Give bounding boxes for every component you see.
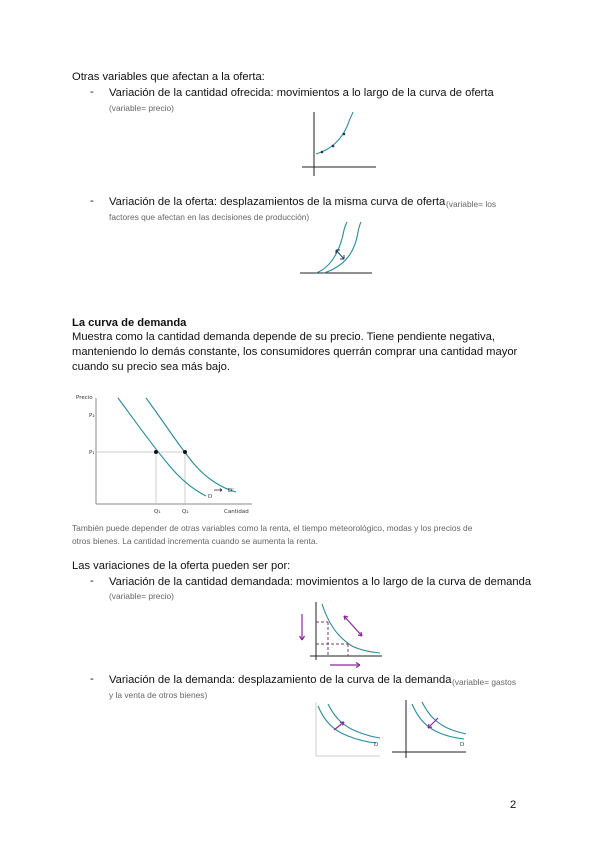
demand-movement-graph [296, 600, 386, 672]
supply-movement-graph [302, 112, 382, 182]
demand-item2-note-a: (variable= gastos [452, 677, 517, 687]
demand-xlabel: Cantidad [224, 509, 249, 515]
supply-item1-note: (variable= precio) [109, 103, 174, 113]
demand-q1-label: Q₁ [154, 509, 161, 515]
demand-caption-line1: También puede depender de otras variables como la renta, el tiempo meteorológico, modas y los precios de [72, 523, 473, 533]
demand-point-q1 [154, 450, 158, 454]
demand-dprime-label: D' [228, 488, 234, 494]
svg-text:D: D [460, 742, 465, 748]
page-number: 2 [510, 799, 517, 811]
demand-p2-label: P₂ [89, 413, 95, 419]
demand-d-label: D [208, 494, 213, 500]
bullet-dash: - [90, 195, 94, 207]
demand-item2-note-b: y la venta de otros bienes) [109, 690, 208, 700]
demand-paragraph-line2: manteniendo lo demás constante, los consumidores querrán comprar una cantidad mayor [72, 346, 518, 358]
bullet-dash: - [90, 86, 94, 98]
demand-variations-intro: Las variaciones de la oferta pueden ser por: [72, 560, 291, 572]
demand-ylabel: Precio [76, 395, 93, 401]
svg-text:D: D [374, 742, 379, 748]
demand-curve-d [118, 398, 206, 496]
supply-item2-note-a: (variable= los [446, 199, 497, 209]
supply-item2-text: Variación de la oferta: desplazamientos de la misma curva de oferta [109, 196, 446, 208]
demand-paragraph-line1: Muestra como la cantidad demanda depende de su precio. Tiene pendiente negativa, [72, 331, 495, 343]
demand-item1-note: (variable= precio) [109, 591, 174, 601]
supply-variables-intro: Otras variables que afectan a la oferta: [72, 71, 265, 83]
demand-paragraph-line3: cuando su precio sea más bajo. [72, 361, 230, 373]
supply-shift-graph [300, 222, 380, 282]
demand-caption-line2: otros bienes. La cantidad incrementa cuando se aumenta la renta. [72, 536, 318, 546]
demand-curve-heading: La curva de demanda [72, 317, 187, 329]
demand-shift-right-graph [310, 702, 382, 762]
demand-point-q2 [183, 450, 187, 454]
demand-item2-text: Variación de la demanda: desplazamiento de la curva de la demanda [109, 674, 452, 686]
demand-curve-d-prime [146, 398, 236, 492]
supply-item2-note-b: factores que afectan en las decisiones de producción) [109, 212, 310, 222]
demand-q2-label: Q₂ [182, 509, 189, 515]
supply-item1-text: Variación de la cantidad ofrecida: movimientos a lo largo de la curva de oferta [109, 87, 494, 99]
demand-p1-label: P₁ [89, 450, 95, 456]
bullet-dash: - [90, 575, 94, 587]
bullet-dash: - [90, 673, 94, 685]
demand-graph [76, 392, 256, 522]
demand-shift-left-graph [392, 700, 467, 762]
demand-item1-text: Variación de la cantidad demandada: movimientos a lo largo de la curva de demanda [109, 576, 532, 588]
